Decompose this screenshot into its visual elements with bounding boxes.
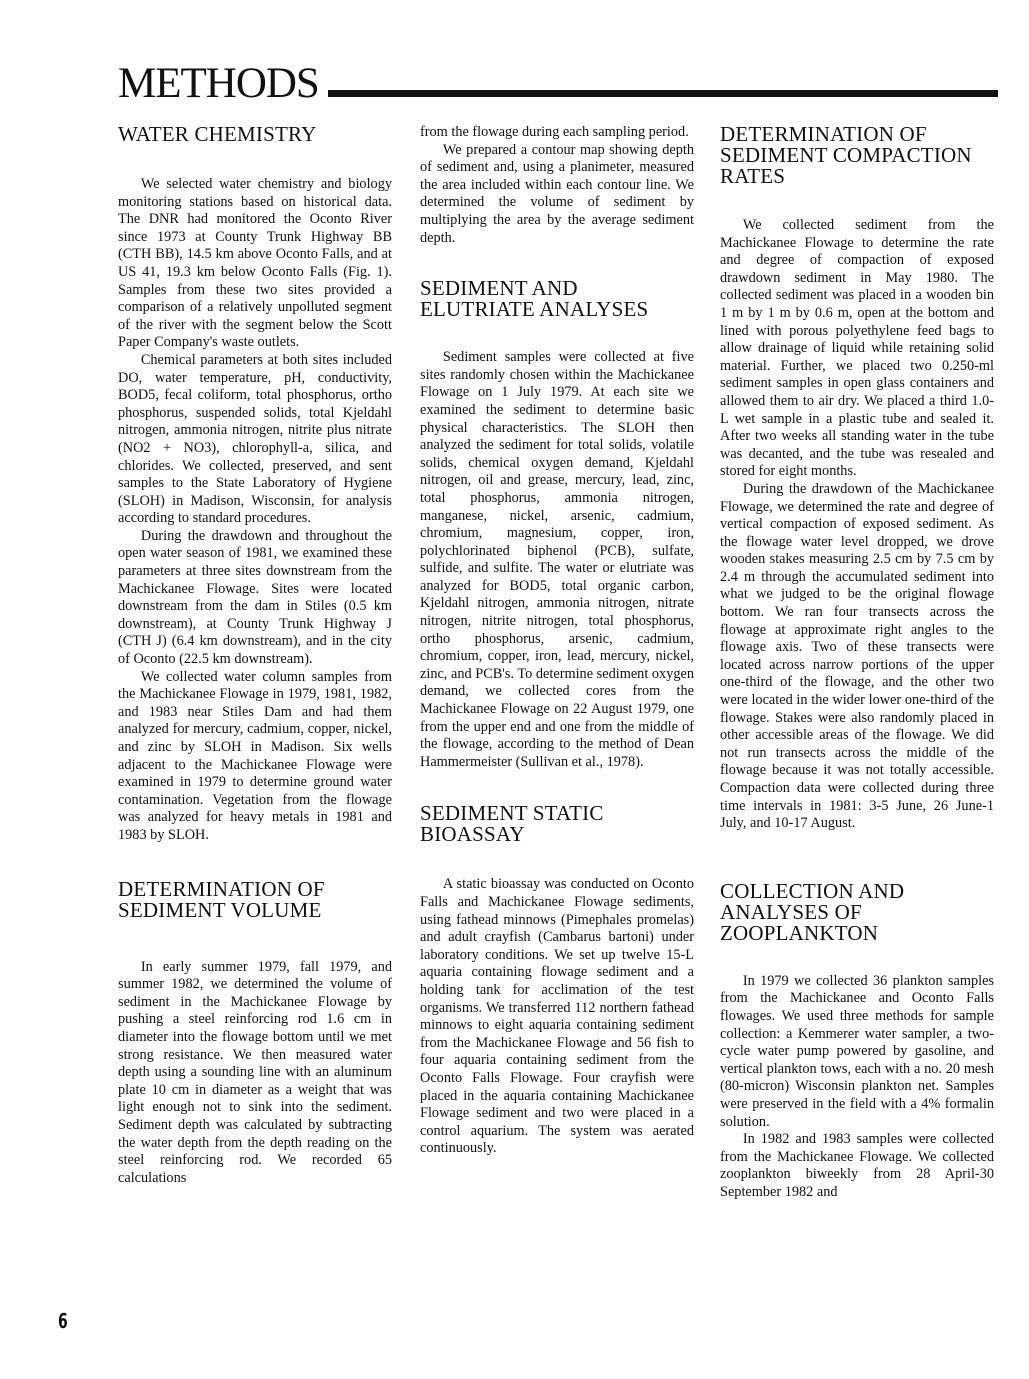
page-title: METHODS <box>118 62 323 106</box>
paragraph: We collected sediment from the Machickanee Flowage to determine the rate and degree of compaction of exposed drawdown sediment in May 1980. The collected sediment was placed in a wooden bin 1 m by 1 m by 0.6 m, open at the bottom and lined with porous polyethylene feed bags to allow drainage of liquid while retaining solid material. Further, we placed two 0.250-ml sediment samples in open glass containers and allowed them to air dry. We placed a third 1.0-L wet sample in a plastic tube and sealed it. After two weeks all standing water in the tube was decanted, and the tube was resealed and stored for eight months. <box>720 217 994 480</box>
paragraph: We collected water column samples from the Machickanee Flowage in 1979, 1981, 1982, and 1983 near Stiles Dam and had them analyzed for mercury, cadmium, copper, nickel, and zinc by SLOH in Madison. Six wells adjacent to the Machickanee Flowage were examined in 1979 to determine ground water contamination. Vegetation from the flowage was analyzed for heavy metals in 1981 and 1983 by SLOH. <box>118 668 392 843</box>
paragraph: In 1979 we collected 36 plankton samples from the Machickanee and Oconto Falls flowages. We used three methods for sample collection: a Kemmerer water sampler, a two-cycle water pump powered by gasoline, and vertical plankton tows, each with a no. 20 mesh (80-micron) Wisconsin plankton net. Samples were preserved in the field with a 4% formalin solution. <box>720 972 994 1130</box>
column-1 <box>118 124 392 1187</box>
paragraph: We selected water chemistry and biology monitoring stations based on historical data. The DNR had monitored the Oconto River since 1973 at County Trunk Highway BB (CTH BB), 14.5 km above Oconto Falls, and at US 41, 19.3 km below Oconto Falls (Fig. 1). Samples from these two sites provided a comparison of a relatively unpolluted segment of the river with the segment below the Scott Paper Company's waste outlets. <box>118 176 392 351</box>
paragraph: In early summer 1979, fall 1979, and summer 1982, we determined the volume of sediment in the Machickanee Flowage by pushing a steel reinforcing rod 1.6 cm in diameter into the flowage bottom until we met strong resistance. We then measured water depth using a sounding line with an aluminum plate 10 cm in diameter as a weight that was light enough not to sink into the sediment. Sediment depth was calculated by subtracting the water depth from the depth reading on the steel reinforcing rod. We recorded 65 calculations <box>118 958 392 1186</box>
heading-sediment-volume: DETERMINATION OF SEDIMENT VOLUME <box>118 876 325 922</box>
page-number: 6 <box>58 1309 68 1333</box>
header-rule <box>328 90 998 97</box>
paragraph: Sediment samples were collected at five sites randomly chosen within the Machickanee Flowage on 1 July 1979. At each site we examined the sediment to determine basic physical characteristics. The SLOH then analyzed the sediment for total solids, volatile solids, chemical oxygen demand, Kjeldahl nitrogen, oil and grease, mercury, lead, zinc, total phosphorus, ammonia nitrogen, manganese, nickel, arsenic, cadmium, chromium, magnesium, copper, iron, polychlorinated biphenol (PCB), sulfate, sulfide, and sulfite. The water or elutriate was analyzed for BOD5, total organic carbon, Kjeldahl nitrogen, ammonia nitrogen, nitrate nitrogen, nitrite nitrogen, total phosphorus, ortho phosphorus, arsenic, cadmium, chromium, copper, iron, lead, mercury, nickel, zinc, and PCB's. To determine sediment oxygen demand, we collected cores from the Machickanee Flowage on 22 August 1979, one from the upper end and one from the middle of the flowage, according to the method of Dean Hammermeister (Sullivan et al., 1978). <box>420 349 694 770</box>
paragraph: During the drawdown of the Machickanee Flowage, we determined the rate and degree of vertical compaction of exposed sediment. As the flowage water level dropped, we drove wooden stakes measuring 2.5 cm by 7.5 cm by 2.4 m through the accumulated sediment into what we judged to be the original flowage bottom. We ran four transects across the flowage at approximate right angles to the flowage axis. Two of these transects were located across narrow portions of the upper one-third of the flowage, and the other two were located in the wider lower one-third of the flowage. Stakes were also randomly placed in other accessible areas of the flowage. We did not run transects across the middle of the flowage because it was not totally accessible. Compaction data were collected during three time intervals in 1981: 3-5 June, 26 June-1 July, and 10-17 August. <box>720 480 994 832</box>
heading-compaction-rates: DETERMINATION OF SEDIMENT COMPACTION RATES <box>720 122 972 188</box>
paragraph: In 1982 and 1983 samples were collected from the Machickanee Flowage. We collected zooplankton biweekly from 28 April-30 September 1982 and <box>720 1131 994 1200</box>
paragraph: from the flowage during each sampling period. <box>420 124 689 140</box>
heading-water-chemistry: WATER CHEMISTRY <box>118 122 317 146</box>
heading-zooplankton: COLLECTION AND ANALYSES OF ZOOPLANKTON <box>720 878 905 945</box>
column-3 <box>720 124 994 1202</box>
column-2 <box>420 124 694 1158</box>
page-header <box>118 62 998 106</box>
heading-static-bioassay: SEDIMENT STATIC BIOASSAY <box>420 801 604 847</box>
paragraph: Chemical parameters at both sites included DO, water temperature, pH, conductivity, BOD5, fecal coliform, total phosphorus, ortho phosphorus, suspended solids, total Kjeldahl nitrogen, ammonia nitrogen, nitrite plus nitrate (NO2 + NO3), chlorophyll-a, silica, and chlorides. We collected, preserved, and sent samples to the State Laboratory of Hygiene (SLOH) in Madison, Wisconsin, for analysis according to standard procedures. <box>118 351 392 527</box>
paragraph: We prepared a contour map showing depth of sediment and, using a planimeter, measured the area included within each contour line. We determined the volume of sediment by multiplying the area by the average sediment depth. <box>420 141 694 246</box>
paragraph: During the drawdown and throughout the open water season of 1981, we examined these parameters at three sites downstream from the Machickanee Flowage. Sites were located downstream from the dam in Stiles (0.5 km downstream), at County Trunk Highway J (CTH J) (6.4 km downstream), and in the city of Oconto (22.5 km downstream). <box>118 527 392 668</box>
paragraph: A static bioassay was conducted on Oconto Falls and Machickanee Flowage sediments, using fathead minnows (Pimephales promelas) and adult crayfish (Cambarus bartoni) under laboratory conditions. We set up twelve 15-L aquaria containing flowage sediment and a holding tank for acclimation of the test organisms. We transferred 112 northern fathead minnows to eight aquaria containing sediment from the Machickanee Flowage and 56 fish to four aquaria containing sediment from the Oconto Falls Flowage. Four crayfish were placed in the aquaria containing Machickanee Flowage sediment and two were placed in a control aquarium. The system was aerated continuously. <box>420 876 694 1157</box>
heading-sediment-elutriate: SEDIMENT AND ELUTRIATE ANALYSES <box>420 276 649 322</box>
